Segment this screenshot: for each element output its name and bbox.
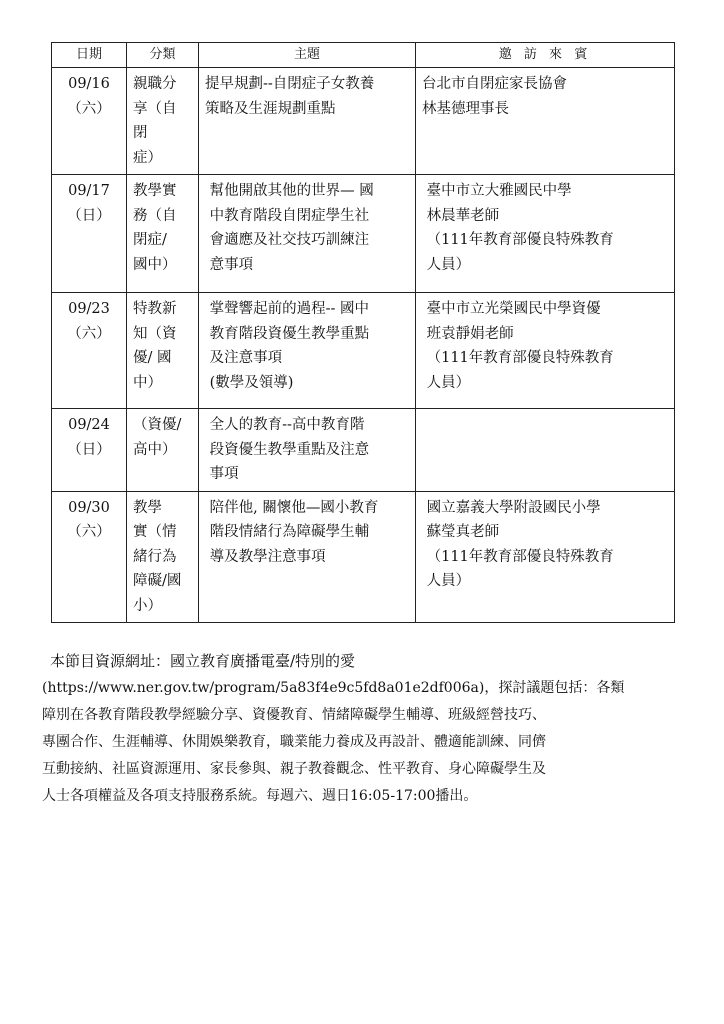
category-cell	[127, 68, 199, 175]
table-row	[52, 409, 675, 492]
category-cell	[127, 409, 199, 492]
category-cell-line: 閉症/	[133, 232, 167, 248]
category-cell	[127, 175, 199, 293]
date-cell-line: （日）	[67, 441, 111, 458]
table-row	[52, 175, 675, 293]
topic-cell-line: 全人的教育--高中教育階	[205, 417, 365, 433]
guest-cell-line: 人員）	[422, 256, 471, 273]
category-cell-line: 高中）	[133, 441, 177, 458]
topic-cell-line: 導及教學注意事項	[205, 548, 326, 565]
topic-cell	[199, 409, 416, 492]
topic-cell-line: 提早規劃--自閉症子女教養	[205, 76, 375, 92]
date-cell-line: （六）	[67, 524, 111, 540]
category-cell-line: 中）	[133, 374, 162, 391]
category-cell-line: 閉	[133, 125, 148, 141]
guest-cell	[416, 68, 675, 175]
topic-cell-line: 中教育階段自閉症學生社	[205, 207, 370, 224]
guest-cell-line: （111年教育部優良特殊教育	[422, 232, 614, 248]
date-cell-line: 09/23	[68, 301, 110, 317]
date-cell	[52, 409, 127, 492]
guest-cell-line: 台北市自閉症家長協會	[422, 76, 567, 92]
category-cell-line: 實（情	[133, 524, 177, 540]
guest-cell-line: 林基德理事長	[422, 100, 509, 117]
date-cell-line: 09/30	[68, 499, 110, 516]
topic-cell-line: (數學及領導)	[205, 374, 294, 391]
date-cell	[52, 68, 127, 175]
date-cell-line: （六）	[67, 100, 111, 117]
program-description	[42, 648, 682, 810]
guest-cell-line: 臺中市立大雅國民中學	[422, 183, 572, 199]
category-cell-line: 教學	[133, 499, 162, 516]
date-cell	[52, 293, 127, 409]
guest-cell-line: 蘇瑩真老師	[422, 524, 500, 540]
topic-cell	[199, 293, 416, 409]
guest-cell-line: 班袁靜娟老師	[422, 325, 514, 342]
category-cell-line: 症）	[133, 149, 162, 166]
category-cell-line: 親職分	[133, 76, 177, 92]
guest-cell	[416, 175, 675, 293]
topic-cell	[199, 491, 416, 623]
category-cell-line: 緒行為	[133, 548, 177, 565]
category-cell-line: （資優/	[133, 417, 182, 433]
date-cell-line: 09/24	[68, 417, 110, 433]
date-cell-line: （六）	[67, 325, 111, 342]
footer-line: 互動接納、社區資源運用、家長參與、親子教養觀念、性平教育、身心障礙學生及	[42, 761, 546, 777]
guest-cell-line: 臺中市立光榮國民中學資優	[422, 301, 601, 317]
topic-cell	[199, 175, 416, 293]
topic-cell-line: 策略及生涯規劃重點	[205, 100, 336, 117]
guest-cell-line: 林晨華老師	[422, 207, 500, 224]
footer-line: 本節目資源網址：國立教育廣播電臺/特別的愛	[50, 652, 356, 670]
topic-cell-line: 幫他開啟其他的世界— 國	[205, 183, 374, 199]
category-cell-line: 國中）	[133, 256, 177, 273]
table-row	[52, 68, 675, 175]
topic-cell-line: 教育階段資優生教學重點	[205, 325, 370, 342]
header-topic: 主題	[199, 43, 416, 68]
topic-cell-line: 掌聲響起前的過程-- 國中	[205, 301, 370, 317]
date-cell	[52, 175, 127, 293]
topic-cell-line: 會適應及社交技巧訓練注	[205, 232, 370, 248]
program-schedule-table	[51, 42, 675, 623]
category-cell-line: 教學實	[133, 183, 177, 199]
date-cell-line: 09/17	[68, 183, 110, 199]
footer-line: 專團合作、生涯輔導、休閒娛樂教育，職業能力養成及再設計、體適能訓練、同儕	[42, 734, 546, 750]
date-cell-line: （日）	[67, 207, 111, 224]
category-cell-line: 享（自	[133, 100, 177, 117]
category-cell-line: 務（自	[133, 207, 177, 224]
guest-cell-line: （111年教育部優良特殊教育	[422, 350, 614, 366]
topic-cell-line: 及注意事項	[205, 350, 283, 366]
guest-cell-line: （111年教育部優良特殊教育	[422, 548, 614, 565]
category-cell-line: 知（資	[133, 325, 177, 342]
guest-cell-line: 人員）	[422, 573, 471, 589]
date-cell-line: 09/16	[68, 76, 110, 92]
header-guest: 邀 訪 來 賓	[416, 43, 675, 68]
header-date: 日期	[52, 43, 127, 68]
footer-line: (https://www.ner.gov.tw/program/5a83f4e9c5fd8a01e2df006a)，探討議題包括：各類	[42, 680, 625, 696]
header-category: 分類	[127, 43, 199, 68]
guest-cell	[416, 409, 675, 492]
table-header-row	[52, 43, 675, 68]
category-cell-line: 小）	[133, 597, 162, 614]
guest-cell	[416, 491, 675, 623]
table-row	[52, 293, 675, 409]
footer-line: 人士各項權益及各項支持服務系統。每週六、週日16:05-17:00播出。	[42, 788, 478, 804]
footer-line: 障別在各教育階段教學經驗分享、資優教育、情緒障礙學生輔導、班級經營技巧、	[42, 707, 546, 723]
topic-cell-line: 段資優生教學重點及注意	[205, 441, 370, 458]
guest-cell-line: 國立嘉義大學附設國民小學	[422, 499, 601, 516]
category-cell	[127, 293, 199, 409]
category-cell-line: 障礙/國	[133, 573, 182, 589]
table-row	[52, 491, 675, 623]
topic-cell-line: 陪伴他, 關懷他—國小教育	[205, 499, 379, 516]
guest-cell-line: 人員）	[422, 374, 471, 391]
topic-cell-line: 階段情緒行為障礙學生輔	[205, 524, 370, 540]
date-cell	[52, 491, 127, 623]
category-cell-line: 特教新	[133, 301, 177, 317]
topic-cell	[199, 68, 416, 175]
guest-cell	[416, 293, 675, 409]
category-cell	[127, 491, 199, 623]
category-cell-line: 優/ 國	[133, 350, 172, 366]
topic-cell-line: 意事項	[205, 256, 254, 273]
topic-cell-line: 事項	[205, 466, 239, 482]
